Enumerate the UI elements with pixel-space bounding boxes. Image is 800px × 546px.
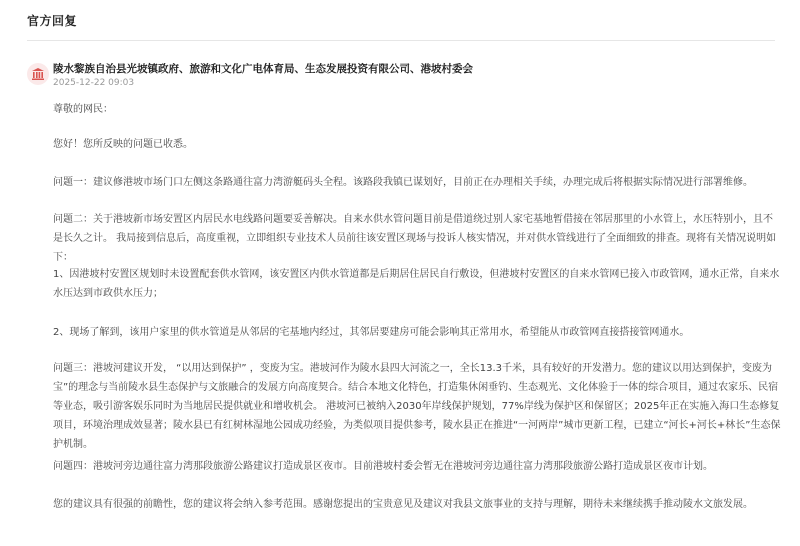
paragraph-item-1: 1、因港坡村安置区规划时未设置配套供水管网，该安置区内供水管道都是后期居住居民自行敷设，但港坡村安置区的自来水管网已接入市政管网，通水正常，自来水水压达到市政供水压力； <box>53 269 780 299</box>
paragraph-acknowledgement: 您好！您所反映的问题已收悉。 <box>53 139 193 150</box>
divider <box>27 40 775 41</box>
section-title: 官方回复 <box>27 14 78 28</box>
paragraph-item-2: 2、现场了解到，该用户家里的供水管道是从邻居的宅基地内经过，其邻居要建房可能会影响其正常用水，希望能从市政管网直接搭接管网通水。 <box>53 327 690 338</box>
paragraph-question-1: 问题一：建议修港坡市场门口左侧这条路通往富力湾游艇码头全程。该路段我镇已谋划好，目前正在办理相关手续，办理完成后将根据实际情况进行部署维修。 <box>53 177 753 188</box>
government-building-icon <box>31 67 45 81</box>
paragraph-question-3: 问题三：港坡河建议开发， “以用达到保护” ，变废为宝。港坡河作为陵水县四大河流之一，全长13.3千米，具有较好的开发潜力。您的建议以用达到保护，变废为宝”的理念与当前陵水县生态保护与文旅融合的发展方向高度契合。结合本地文化特色，打造集休闲垂钓、生态观光、文化体验于一体的综合项目，通过农家乐、民宿等业态，吸引游客娱乐同时为当地居民提供就业和增收机会。 港坡河已被纳入2030年岸线保护规划，77%岸线为保护区和保留区；2025年正在实施入海口生态修复项目，环境治理成效显著；陵水县已有红树林湿地公园成功经验，为类似项目提供参考，陵水县正在推进“一河两岸”城市更新工程，已建立“河长+河长+林长”生态保护机制。 <box>53 363 781 450</box>
reply-date: 2025-12-22 09:03 <box>53 78 135 88</box>
paragraph-question-2: 问题二：关于港坡新市场安置区内居民水电线路问题要妥善解决。自来水供水管问题目前是借道绕过别人家宅基地暂借接在邻居那里的小水管上，水压特别小，且不是长久之计。 我局接到信息后，高度重视，立即组织专业技术人员前往该安置区现场与投诉人核实情况，并对供水管线进行了全面细致的排查。现将有关情况说明如下： <box>53 214 777 263</box>
paragraph-closing: 您的建议具有很强的前瞻性，您的建议将会纳入参考范围。感谢您提出的宝贵意见及建议对我县文旅事业的支持与理解，期待未来继续携手推动陵水文旅发展。 <box>53 499 753 510</box>
org-name: 陵水黎族自治县光坡镇政府、旅游和文化广电体育局、生态发展投资有限公司、港坡村委会 <box>53 63 473 75</box>
paragraph-greeting: 尊敬的网民： <box>53 104 113 115</box>
avatar <box>27 63 49 85</box>
paragraph-question-4: 问题四：港坡河旁边通往富力湾那段旅游公路建议打造成景区夜市。目前港坡村委会暂无在港坡河旁边通往富力湾那段旅游公路打造成景区夜市计划。 <box>53 461 713 472</box>
